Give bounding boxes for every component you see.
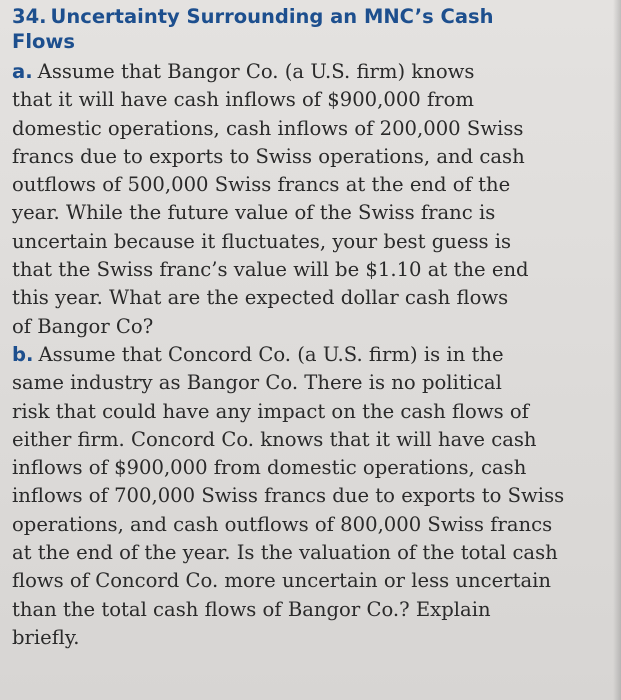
part-b-line: operations, and cash outflows of 800,000 Swiss francs (12, 512, 553, 536)
part-b-line: either firm. Concord Co. knows that it will have cash (12, 427, 537, 451)
problem-number: 34. (12, 5, 47, 28)
part-a-paragraph (12, 58, 612, 341)
part-b-text: Assume that Concord Co. (a U.S. firm) is in the (38, 342, 504, 366)
part-b-label: b. (12, 342, 34, 366)
part-a-line: that it will have cash inflows of $900,000 from (12, 88, 474, 112)
part-a-label: a. (12, 60, 33, 83)
part-b-line: than the total cash flows of Bangor Co.? Explain (12, 597, 491, 621)
part-a-line: uncertain because it fluctuates, your best guess is (12, 229, 512, 253)
part-a-line: of Bangor Co? (12, 314, 154, 338)
part-b-line: inflows of $900,000 from domestic operations, cash (12, 456, 527, 480)
part-a-line: domestic operations, cash inflows of 200,000 Swiss (12, 116, 524, 140)
part-a-line: francs due to exports to Swiss operations, and cash (12, 144, 525, 168)
part-b-line (12, 341, 612, 369)
problem-block (12, 4, 612, 652)
part-b-paragraph (12, 341, 612, 652)
problem-title (12, 4, 612, 54)
part-a-line: this year. What are the expected dollar cash flows (12, 286, 509, 310)
part-b-line: flows of Concord Co. more uncertain or less uncertain (12, 569, 552, 593)
part-b-line: risk that could have any impact on the cash flows of (12, 399, 529, 423)
part-b-line: inflows of 700,000 Swiss francs due to exports to Swiss (12, 484, 565, 508)
problem-title-text: Uncertainty Surrounding an MNC’s Cash (50, 5, 494, 28)
part-a-line: year. While the future value of the Swiss franc is (12, 201, 496, 225)
part-b-line: at the end of the year. Is the valuation of the total cash (12, 541, 558, 565)
part-a-line: that the Swiss franc’s value will be $1.10 at the end (12, 258, 529, 282)
part-b-line: briefly. (12, 625, 80, 649)
part-a-text: Assume that Bangor Co. (a U.S. firm) knows (37, 60, 475, 83)
problem-title-line-2: Flows (12, 30, 76, 53)
part-a-line: outflows of 500,000 Swiss francs at the end of the (12, 173, 511, 197)
part-a-line (12, 58, 612, 86)
part-b-line: same industry as Bangor Co. There is no political (12, 371, 502, 395)
page-edge-shadow (613, 0, 621, 700)
problem-title-line-1 (12, 4, 612, 29)
